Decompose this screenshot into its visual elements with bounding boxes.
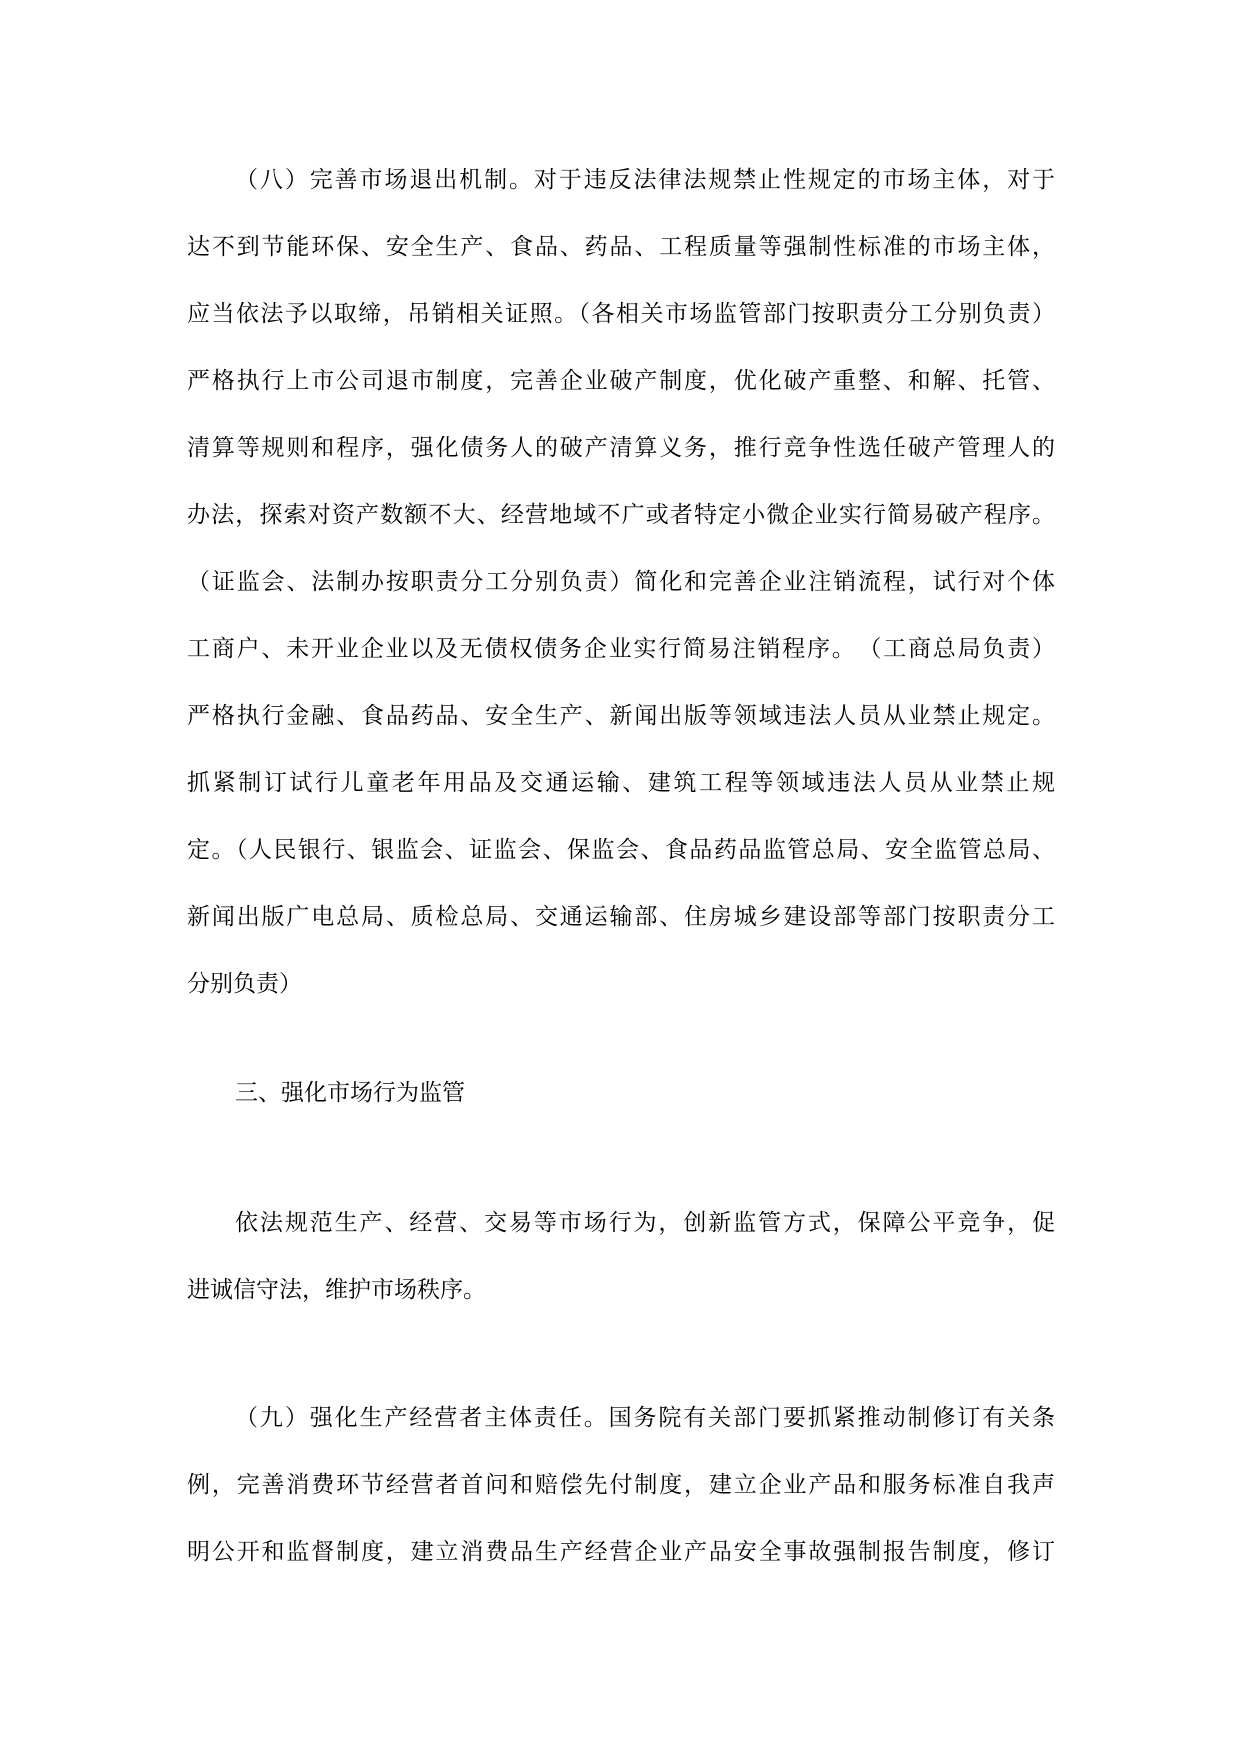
text-line: 抓紧制订试行儿童老年用品及交通运输、建筑工程等领域违法人员从业禁止规: [187, 769, 1055, 795]
text-line: 严格执行金融、食品药品、安全生产、新闻出版等领域违法人员从业禁止规定。: [187, 702, 1055, 728]
text-line: 新闻出版广电总局、质检总局、交通运输部、住房城乡建设部等部门按职责分工: [187, 903, 1055, 929]
heading-line: 三、强化市场行为监管: [235, 1079, 465, 1105]
text-line: 达不到节能环保、安全生产、食品、药品、工程质量等强制性标准的市场主体，: [187, 233, 1055, 259]
text-line: 例，完善消费环节经营者首问和赔偿先付制度，建立企业产品和服务标准自我声: [187, 1471, 1055, 1497]
text-line: 依法规范生产、经营、交易等市场行为，创新监管方式，保障公平竞争，促: [235, 1209, 1055, 1235]
paragraph: [187, 1189, 1055, 1323]
text-line: 清算等规则和程序，强化债务人的破产清算义务，推行竞争性选任破产管理人的: [187, 434, 1055, 460]
text-line: 定。（人民银行、银监会、证监会、保监会、食品药品监管总局、安全监管总局、: [187, 836, 1055, 862]
text-line: 严格执行上市公司退市制度，完善企业破产制度，优化破产重整、和解、托管、: [187, 367, 1055, 393]
text-line: 进诚信守法，维护市场秩序。: [187, 1276, 486, 1302]
paragraph: [187, 1384, 1055, 1585]
text-line: （证监会、法制办按职责分工分别负责）简化和完善企业注销流程，试行对个体: [187, 568, 1055, 594]
text-line: 分别负责）: [187, 970, 302, 996]
section-heading: [187, 1059, 1055, 1126]
text-line: 应当依法予以取缔，吊销相关证照。（各相关市场监管部门按职责分工分别负责）: [187, 300, 1055, 326]
text-line: （九）强化生产经营者主体责任。国务院有关部门要抓紧推动制修订有关条: [235, 1404, 1055, 1430]
text-line: 明公开和监督制度，建立消费品生产经营企业产品安全事故强制报告制度，修订: [187, 1538, 1055, 1564]
document-text-block: [187, 146, 1055, 1585]
text-line: （八）完善市场退出机制。对于违反法律法规禁止性规定的市场主体，对于: [235, 166, 1055, 192]
text-line: 办法，探索对资产数额不大、经营地域不广或者特定小微企业实行简易破产程序。: [187, 501, 1055, 527]
paragraph: [187, 146, 1055, 1017]
text-line: 工商户、未开业企业以及无债权债务企业实行简易注销程序。 （工商总局负责）: [187, 635, 1055, 661]
